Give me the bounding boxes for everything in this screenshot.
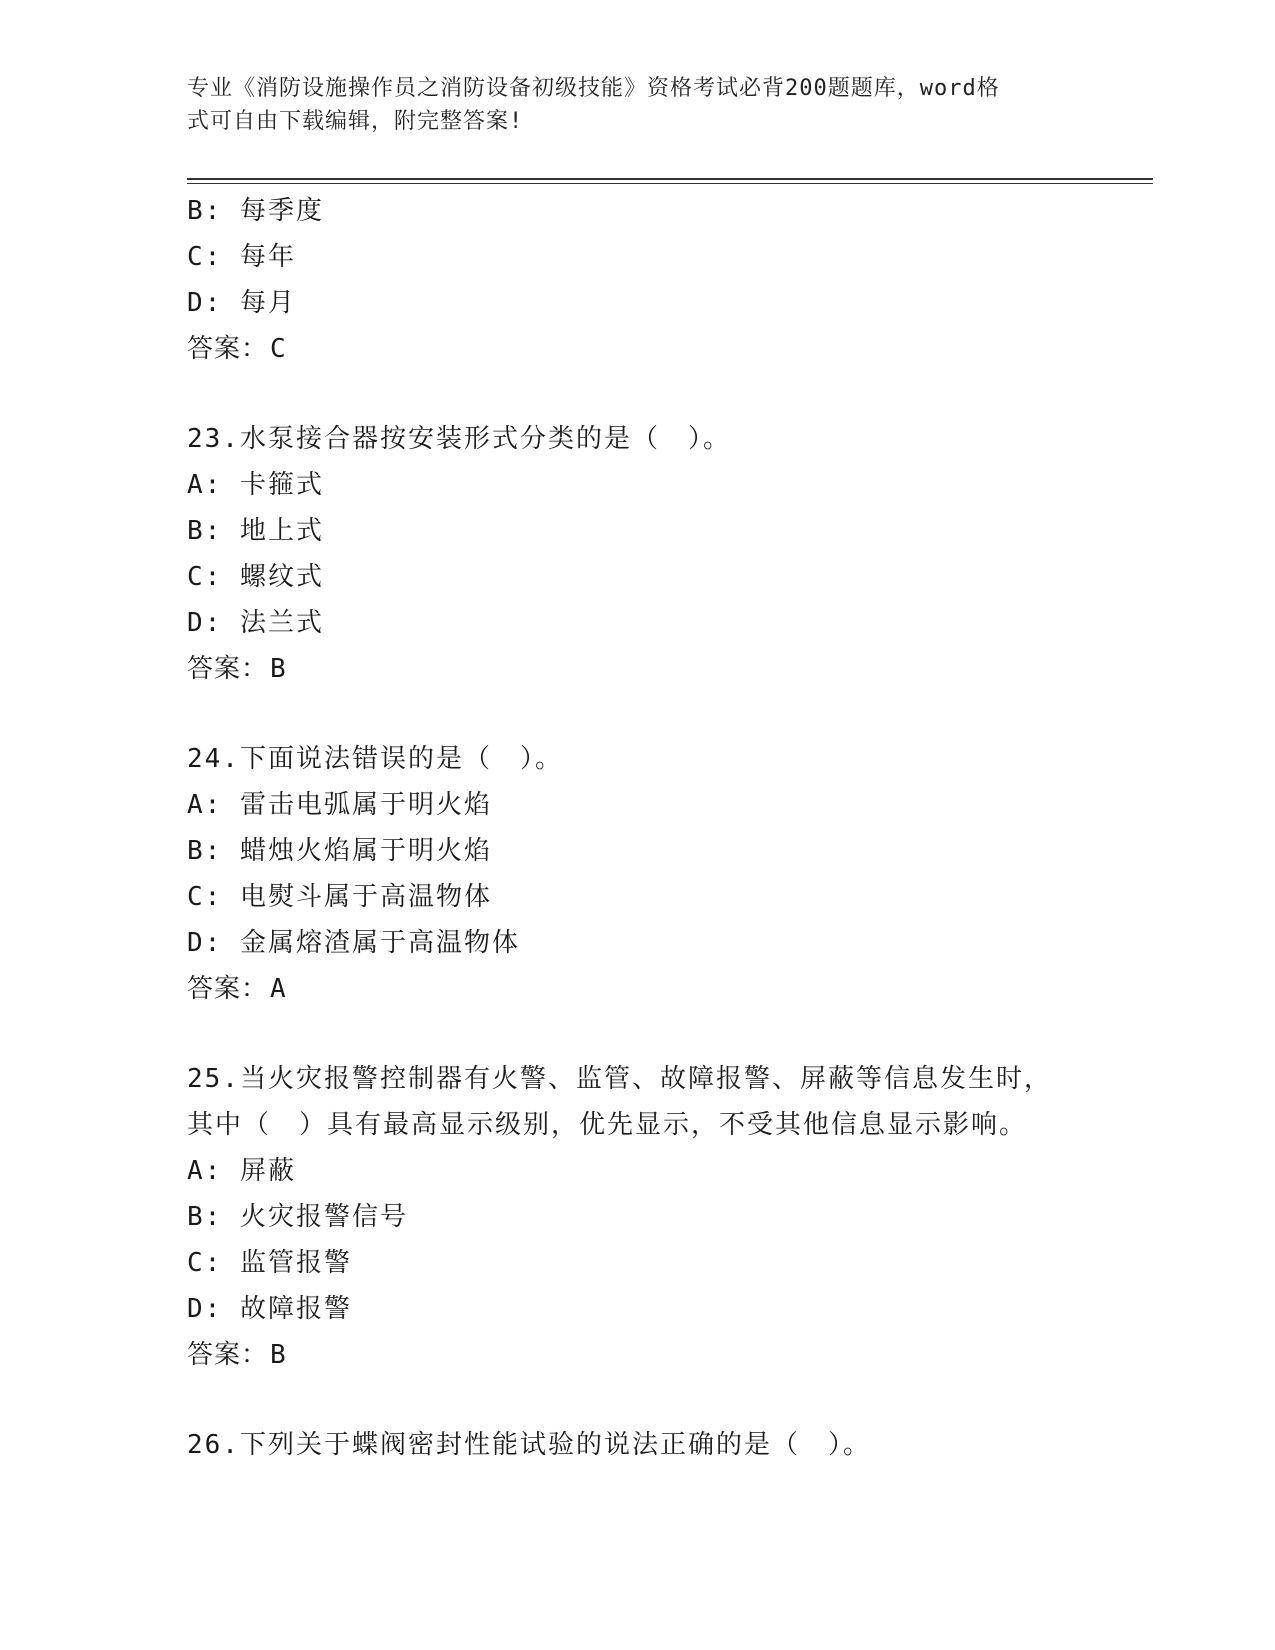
option-d: D: 法兰式	[187, 608, 324, 638]
header-divider	[187, 178, 1153, 184]
question-stem: 24.下面说法错误的是（ ）。	[187, 744, 563, 774]
header-line-2: 式可自由下载编辑，附完整答案!	[187, 109, 524, 134]
answer-label: 答案：	[187, 1340, 269, 1370]
question-24	[187, 736, 1153, 1012]
answer-line	[187, 966, 1153, 1012]
option-b: B: 蜡烛火焰属于明火焰	[187, 836, 492, 866]
question-stem: 26.下列关于蝶阀密封性能试验的说法正确的是（ ）。	[187, 1430, 871, 1460]
question-23	[187, 416, 1153, 692]
answer-line	[187, 326, 1153, 372]
question-26	[187, 1422, 1153, 1468]
header-line-1: 专业《消防设施操作员之消防设备初级技能》资格考试必背200题题库，word格	[187, 76, 1000, 101]
question-stem-line-1: 25.当火灾报警控制器有火警、监管、故障报警、屏蔽等信息发生时，	[187, 1064, 1052, 1094]
option-c: C: 电熨斗属于高温物体	[187, 882, 492, 912]
option-b: B: 火灾报警信号	[187, 1202, 408, 1232]
answer-label: 答案：	[187, 334, 269, 364]
answer-line	[187, 646, 1153, 692]
option-a: A: 屏蔽	[187, 1156, 296, 1186]
question-list	[187, 188, 1153, 1468]
answer-label: 答案：	[187, 654, 269, 684]
answer-label: 答案：	[187, 974, 269, 1004]
option-d: D: 金属熔渣属于高温物体	[187, 928, 520, 958]
option-a: A: 卡箍式	[187, 470, 324, 500]
question-22-partial	[187, 188, 1153, 372]
answer-value: B	[270, 1340, 287, 1370]
option-d: D: 每月	[187, 288, 296, 318]
question-stem: 23.水泵接合器按安装形式分类的是（ ）。	[187, 424, 731, 454]
answer-line	[187, 1332, 1153, 1378]
document-header	[187, 72, 1067, 138]
option-d: D: 故障报警	[187, 1294, 352, 1324]
answer-value: C	[270, 334, 287, 364]
option-c: C: 监管报警	[187, 1248, 352, 1278]
option-b: B: 每季度	[187, 196, 324, 226]
option-c: C: 每年	[187, 242, 296, 272]
question-stem-line-2: 其中（ ）具有最高显示级别，优先显示，不受其他信息显示影响。	[187, 1110, 1028, 1140]
question-25	[187, 1056, 1153, 1378]
answer-value: A	[270, 974, 287, 1004]
answer-value: B	[270, 654, 287, 684]
option-c: C: 螺纹式	[187, 562, 324, 592]
option-a: A: 雷击电弧属于明火焰	[187, 790, 492, 820]
option-b: B: 地上式	[187, 516, 324, 546]
